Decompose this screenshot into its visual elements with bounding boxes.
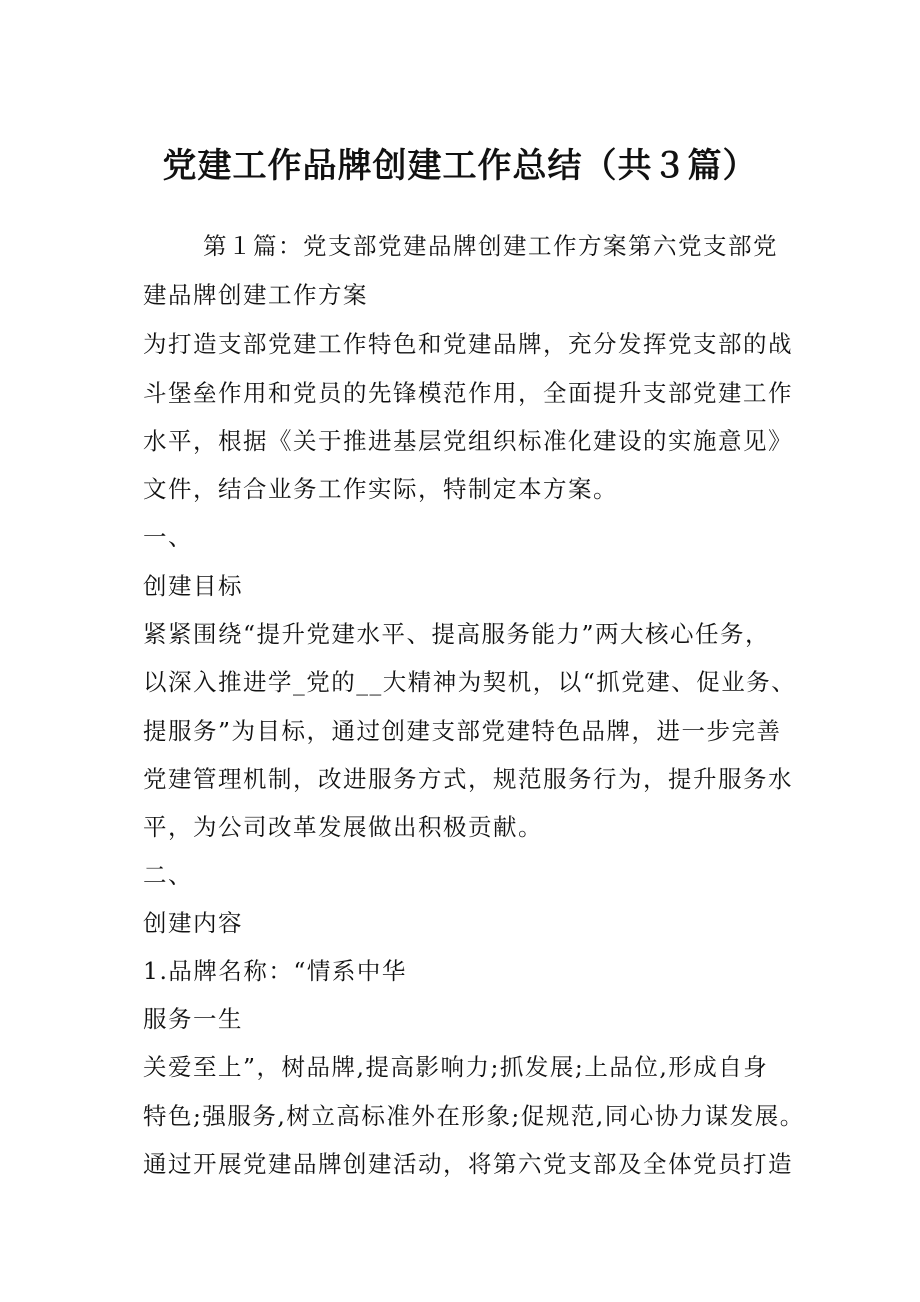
paragraph-line: 水平，根据《关于推进基层党组织标准化建设的实施意见》 [143, 427, 793, 455]
paragraph-line: 平，为公司改革发展做出积极贡献。 [143, 813, 543, 841]
paragraph-line: 特色;强服务,树立高标准外在形象;促规范,同心协力谋发展。 [143, 1102, 805, 1130]
paragraph-line: 建品牌创建工作方案 [143, 281, 368, 309]
paragraph-line: 服务一生 [143, 1005, 243, 1033]
document-title: 党建工作品牌创建工作总结（共３篇） [162, 146, 758, 186]
paragraph-line: 通过开展党建品牌创建活动，将第六党支部及全体党员打造 [143, 1150, 793, 1178]
paragraph-line: 党建管理机制，改进服务方式，规范服务行为，提升服务水 [143, 765, 793, 793]
paragraph-line: 紧紧围绕“提升党建水平、提高服务能力”两大核心任务， [143, 620, 771, 648]
section-number: 一、 [143, 523, 193, 551]
section-heading: 创建目标 [143, 572, 243, 600]
paragraph-line: 第１篇：党支部党建品牌创建工作方案第六党支部党 [203, 232, 778, 260]
paragraph-line: 关爱至上”，树品牌,提高影响力;抓发展;上品位,形成自身 [143, 1053, 769, 1081]
paragraph-line: 为打造支部党建工作特色和党建品牌，充分发挥党支部的战 [143, 330, 793, 358]
paragraph-line: 以深入推进学_党的__大精神为契机，以“抓党建、促业务、 [143, 668, 797, 696]
section-heading: 创建内容 [143, 909, 243, 937]
paragraph-line: 1.品牌名称：“情系中华 [143, 957, 407, 985]
section-number: 二、 [143, 861, 193, 889]
paragraph-line: 文件，结合业务工作实际，特制定本方案。 [143, 475, 618, 503]
paragraph-line: 斗堡垒作用和党员的先锋模范作用，全面提升支部党建工作 [143, 379, 793, 407]
paragraph-line: 提服务”为目标，通过创建支部党建特色品牌，进一步完善 [143, 717, 782, 745]
